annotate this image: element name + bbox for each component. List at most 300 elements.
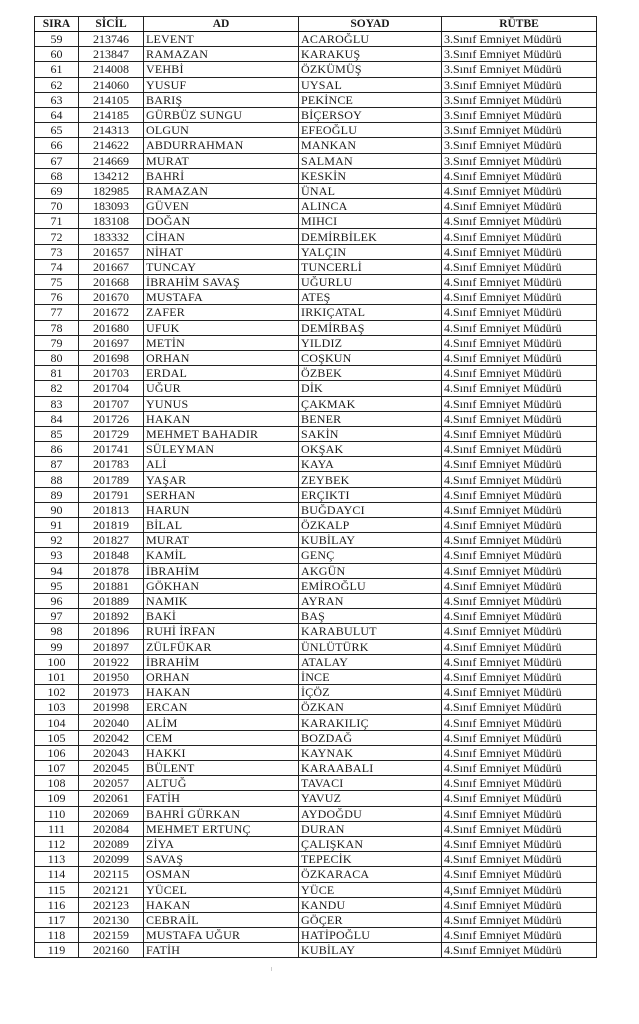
cell-sira: 92 bbox=[35, 533, 79, 548]
cell-rutbe: 4.Sınıf Emniyet Müdürü bbox=[442, 654, 597, 669]
cell-rutbe: 3.Sınıf Emniyet Müdürü bbox=[442, 153, 597, 168]
cell-sicil: 201667 bbox=[79, 259, 144, 274]
cell-ad: ABDURRAHMAN bbox=[144, 138, 299, 153]
cell-ad: İBRAHİM SAVAŞ bbox=[144, 275, 299, 290]
scan-artifact bbox=[271, 967, 272, 971]
cell-soyad: ÖZKALP bbox=[299, 518, 442, 533]
cell-rutbe: 4.Sınıf Emniyet Müdürü bbox=[442, 442, 597, 457]
table-row bbox=[35, 563, 597, 578]
cell-rutbe: 4.Sınıf Emniyet Müdürü bbox=[442, 275, 597, 290]
cell-sira: 80 bbox=[35, 350, 79, 365]
cell-rutbe: 3.Sınıf Emniyet Müdürü bbox=[442, 77, 597, 92]
cell-soyad: ÜNLÜTÜRK bbox=[299, 639, 442, 654]
cell-sicil: 201670 bbox=[79, 290, 144, 305]
cell-sira: 83 bbox=[35, 396, 79, 411]
cell-soyad: ATALAY bbox=[299, 654, 442, 669]
cell-ad: ORHAN bbox=[144, 669, 299, 684]
table-row bbox=[35, 183, 597, 198]
cell-ad: YÜCEL bbox=[144, 882, 299, 897]
cell-ad: İBRAHİM bbox=[144, 563, 299, 578]
cell-sicil: 213746 bbox=[79, 32, 144, 47]
cell-sicil: 202159 bbox=[79, 928, 144, 943]
table-row bbox=[35, 396, 597, 411]
cell-soyad: KESKİN bbox=[299, 168, 442, 183]
cell-soyad: SAKİN bbox=[299, 426, 442, 441]
cell-ad: MURAT bbox=[144, 533, 299, 548]
cell-sira: 79 bbox=[35, 335, 79, 350]
cell-rutbe: 4.Sınıf Emniyet Müdürü bbox=[442, 381, 597, 396]
cell-sira: 69 bbox=[35, 183, 79, 198]
table-row bbox=[35, 852, 597, 867]
cell-sira: 111 bbox=[35, 821, 79, 836]
personnel-table bbox=[34, 16, 597, 958]
cell-sira: 72 bbox=[35, 229, 79, 244]
cell-sira: 101 bbox=[35, 669, 79, 684]
cell-soyad: HATİPOĞLU bbox=[299, 928, 442, 943]
cell-sicil: 201848 bbox=[79, 548, 144, 563]
cell-rutbe: 4.Sınıf Emniyet Müdürü bbox=[442, 426, 597, 441]
cell-rutbe: 4.Sınıf Emniyet Müdürü bbox=[442, 685, 597, 700]
table-row bbox=[35, 411, 597, 426]
cell-sicil: 201657 bbox=[79, 244, 144, 259]
cell-rutbe: 3.Sınıf Emniyet Müdürü bbox=[442, 138, 597, 153]
cell-rutbe: 4.Sınıf Emniyet Müdürü bbox=[442, 669, 597, 684]
cell-rutbe: 4.Sınıf Emniyet Müdürü bbox=[442, 700, 597, 715]
cell-soyad: MANKAN bbox=[299, 138, 442, 153]
cell-sira: 60 bbox=[35, 47, 79, 62]
cell-rutbe: 4.Sınıf Emniyet Müdürü bbox=[442, 168, 597, 183]
cell-sicil: 202160 bbox=[79, 943, 144, 958]
header-rutbe: RÜTBE bbox=[442, 17, 597, 32]
table-row bbox=[35, 639, 597, 654]
cell-sicil: 202045 bbox=[79, 761, 144, 776]
cell-sira: 74 bbox=[35, 259, 79, 274]
cell-rutbe: 4.Sınıf Emniyet Müdürü bbox=[442, 836, 597, 851]
table-row bbox=[35, 107, 597, 122]
cell-rutbe: 3.Sınıf Emniyet Müdürü bbox=[442, 62, 597, 77]
cell-sira: 115 bbox=[35, 882, 79, 897]
cell-rutbe: 3.Sınıf Emniyet Müdürü bbox=[442, 32, 597, 47]
cell-rutbe: 4.Sınıf Emniyet Müdürü bbox=[442, 715, 597, 730]
table-row bbox=[35, 730, 597, 745]
cell-sicil: 214185 bbox=[79, 107, 144, 122]
cell-ad: SÜLEYMAN bbox=[144, 442, 299, 457]
cell-sira: 99 bbox=[35, 639, 79, 654]
cell-ad: VEHBİ bbox=[144, 62, 299, 77]
cell-sira: 97 bbox=[35, 609, 79, 624]
cell-rutbe: 4.Sınıf Emniyet Müdürü bbox=[442, 806, 597, 821]
cell-sira: 67 bbox=[35, 153, 79, 168]
cell-ad: ALİM bbox=[144, 715, 299, 730]
table-row bbox=[35, 366, 597, 381]
cell-ad: SAVAŞ bbox=[144, 852, 299, 867]
cell-soyad: UYSAL bbox=[299, 77, 442, 92]
cell-ad: OLGUN bbox=[144, 123, 299, 138]
cell-sicil: 214008 bbox=[79, 62, 144, 77]
cell-rutbe: 4.Sınıf Emniyet Müdürü bbox=[442, 852, 597, 867]
table-row bbox=[35, 335, 597, 350]
cell-ad: BARIŞ bbox=[144, 92, 299, 107]
cell-ad: MEHMET BAHADIR bbox=[144, 426, 299, 441]
cell-ad: FATİH bbox=[144, 791, 299, 806]
table-row bbox=[35, 275, 597, 290]
cell-sira: 68 bbox=[35, 168, 79, 183]
table-row bbox=[35, 123, 597, 138]
cell-soyad: ÜNAL bbox=[299, 183, 442, 198]
cell-sicil: 201680 bbox=[79, 320, 144, 335]
cell-soyad: COŞKUN bbox=[299, 350, 442, 365]
cell-ad: CEM bbox=[144, 730, 299, 745]
cell-ad: OSMAN bbox=[144, 867, 299, 882]
cell-sicil: 202099 bbox=[79, 852, 144, 867]
table-row bbox=[35, 426, 597, 441]
cell-sira: 70 bbox=[35, 199, 79, 214]
cell-soyad: KAYNAK bbox=[299, 745, 442, 760]
cell-soyad: TUNCERLİ bbox=[299, 259, 442, 274]
cell-ad: HARUN bbox=[144, 502, 299, 517]
cell-ad: KAMİL bbox=[144, 548, 299, 563]
cell-sira: 63 bbox=[35, 92, 79, 107]
cell-soyad: YILDIZ bbox=[299, 335, 442, 350]
cell-sicil: 183108 bbox=[79, 214, 144, 229]
cell-ad: HAKKI bbox=[144, 745, 299, 760]
table-row bbox=[35, 214, 597, 229]
cell-sira: 91 bbox=[35, 518, 79, 533]
cell-rutbe: 4.Sınıf Emniyet Müdürü bbox=[442, 776, 597, 791]
cell-ad: HAKAN bbox=[144, 411, 299, 426]
cell-ad: YAŞAR bbox=[144, 472, 299, 487]
table-row bbox=[35, 715, 597, 730]
header-sicil: SİCİL bbox=[79, 17, 144, 32]
cell-soyad: KUBİLAY bbox=[299, 943, 442, 958]
cell-soyad: KUBİLAY bbox=[299, 533, 442, 548]
table-row bbox=[35, 806, 597, 821]
cell-soyad: ZEYBEK bbox=[299, 472, 442, 487]
cell-sira: 96 bbox=[35, 593, 79, 608]
cell-soyad: MIHCI bbox=[299, 214, 442, 229]
cell-soyad: YALÇIN bbox=[299, 244, 442, 259]
cell-sicil: 201878 bbox=[79, 563, 144, 578]
cell-sicil: 202089 bbox=[79, 836, 144, 851]
cell-sira: 64 bbox=[35, 107, 79, 122]
cell-soyad: KARAKILIÇ bbox=[299, 715, 442, 730]
cell-sira: 82 bbox=[35, 381, 79, 396]
cell-rutbe: 4.Sınıf Emniyet Müdürü bbox=[442, 229, 597, 244]
cell-rutbe: 3.Sınıf Emniyet Müdürü bbox=[442, 123, 597, 138]
cell-sira: 103 bbox=[35, 700, 79, 715]
cell-soyad: TEPECİK bbox=[299, 852, 442, 867]
cell-soyad: ÖZBEK bbox=[299, 366, 442, 381]
table-row bbox=[35, 912, 597, 927]
cell-soyad: KARAKUŞ bbox=[299, 47, 442, 62]
cell-sira: 95 bbox=[35, 578, 79, 593]
cell-sicil: 183093 bbox=[79, 199, 144, 214]
table-row bbox=[35, 654, 597, 669]
table-row bbox=[35, 761, 597, 776]
cell-rutbe: 4.Sınıf Emniyet Müdürü bbox=[442, 867, 597, 882]
cell-sicil: 183332 bbox=[79, 229, 144, 244]
cell-sira: 78 bbox=[35, 320, 79, 335]
table-row bbox=[35, 457, 597, 472]
cell-sira: 100 bbox=[35, 654, 79, 669]
cell-rutbe: 4.Sınıf Emniyet Müdürü bbox=[442, 897, 597, 912]
cell-rutbe: 3.Sınıf Emniyet Müdürü bbox=[442, 47, 597, 62]
cell-ad: NİHAT bbox=[144, 244, 299, 259]
cell-rutbe: 4.Sınıf Emniyet Müdürü bbox=[442, 487, 597, 502]
cell-sira: 107 bbox=[35, 761, 79, 776]
cell-soyad: IRKIÇATAL bbox=[299, 305, 442, 320]
cell-ad: RAMAZAN bbox=[144, 183, 299, 198]
cell-rutbe: 4.Sınıf Emniyet Müdürü bbox=[442, 411, 597, 426]
cell-ad: ALİ bbox=[144, 457, 299, 472]
cell-rutbe: 4.Sınıf Emniyet Müdürü bbox=[442, 533, 597, 548]
table-row bbox=[35, 578, 597, 593]
cell-sicil: 201922 bbox=[79, 654, 144, 669]
cell-rutbe: 4.Sınıf Emniyet Müdürü bbox=[442, 259, 597, 274]
cell-soyad: AYRAN bbox=[299, 593, 442, 608]
cell-soyad: YAVUZ bbox=[299, 791, 442, 806]
table-row bbox=[35, 305, 597, 320]
cell-ad: HAKAN bbox=[144, 685, 299, 700]
table-row bbox=[35, 943, 597, 958]
cell-soyad: DİK bbox=[299, 381, 442, 396]
cell-rutbe: 4,Sınıf Emniyet Müdürü bbox=[442, 882, 597, 897]
cell-soyad: OKŞAK bbox=[299, 442, 442, 457]
cell-sicil: 201791 bbox=[79, 487, 144, 502]
cell-rutbe: 4.Sınıf Emniyet Müdürü bbox=[442, 350, 597, 365]
cell-sira: 89 bbox=[35, 487, 79, 502]
cell-sicil: 201881 bbox=[79, 578, 144, 593]
table-row bbox=[35, 867, 597, 882]
cell-rutbe: 4.Sınıf Emniyet Müdürü bbox=[442, 821, 597, 836]
cell-sira: 98 bbox=[35, 624, 79, 639]
cell-ad: METİN bbox=[144, 335, 299, 350]
table-row bbox=[35, 487, 597, 502]
cell-ad: DOĞAN bbox=[144, 214, 299, 229]
table-row bbox=[35, 138, 597, 153]
cell-sira: 93 bbox=[35, 548, 79, 563]
table-row bbox=[35, 259, 597, 274]
cell-sicil: 182985 bbox=[79, 183, 144, 198]
cell-soyad: BAŞ bbox=[299, 609, 442, 624]
table-row bbox=[35, 836, 597, 851]
cell-soyad: İNCE bbox=[299, 669, 442, 684]
cell-ad: NAMIK bbox=[144, 593, 299, 608]
cell-sicil: 202084 bbox=[79, 821, 144, 836]
table-row bbox=[35, 320, 597, 335]
table-row bbox=[35, 244, 597, 259]
table-row bbox=[35, 32, 597, 47]
cell-sira: 110 bbox=[35, 806, 79, 821]
cell-sira: 86 bbox=[35, 442, 79, 457]
cell-soyad: AYDOĞDU bbox=[299, 806, 442, 821]
cell-soyad: ÇAKMAK bbox=[299, 396, 442, 411]
cell-sicil: 214313 bbox=[79, 123, 144, 138]
cell-sicil: 214669 bbox=[79, 153, 144, 168]
table-row bbox=[35, 776, 597, 791]
cell-sicil: 201819 bbox=[79, 518, 144, 533]
cell-sira: 94 bbox=[35, 563, 79, 578]
cell-ad: ZAFER bbox=[144, 305, 299, 320]
cell-sicil: 201950 bbox=[79, 669, 144, 684]
cell-sicil: 201729 bbox=[79, 426, 144, 441]
cell-sicil: 201827 bbox=[79, 533, 144, 548]
cell-soyad: ÖZKAN bbox=[299, 700, 442, 715]
table-row bbox=[35, 62, 597, 77]
cell-soyad: BENER bbox=[299, 411, 442, 426]
cell-soyad: DEMİRBİLEK bbox=[299, 229, 442, 244]
cell-ad: BİLAL bbox=[144, 518, 299, 533]
cell-sicil: 202043 bbox=[79, 745, 144, 760]
table-row bbox=[35, 897, 597, 912]
cell-sira: 73 bbox=[35, 244, 79, 259]
cell-sira: 76 bbox=[35, 290, 79, 305]
cell-sicil: 202123 bbox=[79, 897, 144, 912]
cell-ad: MURAT bbox=[144, 153, 299, 168]
cell-ad: ALTUĞ bbox=[144, 776, 299, 791]
cell-sicil: 214060 bbox=[79, 77, 144, 92]
cell-ad: İBRAHİM bbox=[144, 654, 299, 669]
cell-ad: FATİH bbox=[144, 943, 299, 958]
cell-rutbe: 4.Sınıf Emniyet Müdürü bbox=[442, 609, 597, 624]
cell-sira: 116 bbox=[35, 897, 79, 912]
cell-soyad: KANDU bbox=[299, 897, 442, 912]
cell-sicil: 201973 bbox=[79, 685, 144, 700]
cell-rutbe: 4.Sınıf Emniyet Müdürü bbox=[442, 593, 597, 608]
table-row bbox=[35, 700, 597, 715]
cell-rutbe: 4.Sınıf Emniyet Müdürü bbox=[442, 472, 597, 487]
cell-sira: 106 bbox=[35, 745, 79, 760]
table-row bbox=[35, 442, 597, 457]
cell-soyad: KARABULUT bbox=[299, 624, 442, 639]
cell-sicil: 202042 bbox=[79, 730, 144, 745]
cell-soyad: YÜCE bbox=[299, 882, 442, 897]
cell-soyad: EFEOĞLU bbox=[299, 123, 442, 138]
cell-sira: 87 bbox=[35, 457, 79, 472]
header-sira: SIRA bbox=[35, 17, 79, 32]
cell-soyad: BİÇERSOY bbox=[299, 107, 442, 122]
cell-sira: 102 bbox=[35, 685, 79, 700]
cell-ad: GÜVEN bbox=[144, 199, 299, 214]
cell-rutbe: 4.Sınıf Emniyet Müdürü bbox=[442, 745, 597, 760]
cell-soyad: EMİROĞLU bbox=[299, 578, 442, 593]
cell-ad: HAKAN bbox=[144, 897, 299, 912]
table-row bbox=[35, 290, 597, 305]
cell-sicil: 202057 bbox=[79, 776, 144, 791]
table-row bbox=[35, 472, 597, 487]
table-row bbox=[35, 669, 597, 684]
cell-rutbe: 4.Sınıf Emniyet Müdürü bbox=[442, 335, 597, 350]
cell-sira: 119 bbox=[35, 943, 79, 958]
cell-rutbe: 4.Sınıf Emniyet Müdürü bbox=[442, 320, 597, 335]
table-row bbox=[35, 745, 597, 760]
cell-sicil: 214622 bbox=[79, 138, 144, 153]
cell-soyad: ERÇIKTI bbox=[299, 487, 442, 502]
cell-sicil: 201726 bbox=[79, 411, 144, 426]
cell-rutbe: 4.Sınıf Emniyet Müdürü bbox=[442, 214, 597, 229]
table-row bbox=[35, 502, 597, 517]
cell-sicil: 202130 bbox=[79, 912, 144, 927]
cell-soyad: ACAROĞLU bbox=[299, 32, 442, 47]
cell-rutbe: 4.Sınıf Emniyet Müdürü bbox=[442, 563, 597, 578]
cell-ad: CİHAN bbox=[144, 229, 299, 244]
table-row bbox=[35, 153, 597, 168]
cell-rutbe: 4.Sınıf Emniyet Müdürü bbox=[442, 396, 597, 411]
cell-sira: 75 bbox=[35, 275, 79, 290]
cell-rutbe: 4.Sınıf Emniyet Müdürü bbox=[442, 244, 597, 259]
table-row bbox=[35, 593, 597, 608]
cell-sira: 109 bbox=[35, 791, 79, 806]
cell-soyad: ÖZKÜMÜŞ bbox=[299, 62, 442, 77]
table-row bbox=[35, 168, 597, 183]
table-row bbox=[35, 882, 597, 897]
cell-soyad: İÇÖZ bbox=[299, 685, 442, 700]
cell-sicil: 134212 bbox=[79, 168, 144, 183]
table-row bbox=[35, 199, 597, 214]
cell-sicil: 201889 bbox=[79, 593, 144, 608]
cell-soyad: PEKİNCE bbox=[299, 92, 442, 107]
cell-rutbe: 3.Sınıf Emniyet Müdürü bbox=[442, 92, 597, 107]
cell-ad: YUNUS bbox=[144, 396, 299, 411]
cell-soyad: DURAN bbox=[299, 821, 442, 836]
table-row bbox=[35, 381, 597, 396]
cell-sicil: 201672 bbox=[79, 305, 144, 320]
cell-sira: 59 bbox=[35, 32, 79, 47]
cell-ad: ZÜLFÜKAR bbox=[144, 639, 299, 654]
cell-soyad: ALINCA bbox=[299, 199, 442, 214]
cell-rutbe: 4.Sınıf Emniyet Müdürü bbox=[442, 548, 597, 563]
cell-sicil: 201704 bbox=[79, 381, 144, 396]
cell-sira: 65 bbox=[35, 123, 79, 138]
table-row bbox=[35, 548, 597, 563]
table-row bbox=[35, 624, 597, 639]
cell-sicil: 202061 bbox=[79, 791, 144, 806]
cell-sira: 113 bbox=[35, 852, 79, 867]
table-row bbox=[35, 533, 597, 548]
cell-rutbe: 4.Sınıf Emniyet Müdürü bbox=[442, 305, 597, 320]
cell-sira: 84 bbox=[35, 411, 79, 426]
table-header-row bbox=[35, 17, 597, 32]
cell-rutbe: 4.Sınıf Emniyet Müdürü bbox=[442, 183, 597, 198]
cell-sicil: 201707 bbox=[79, 396, 144, 411]
cell-sicil: 201698 bbox=[79, 350, 144, 365]
cell-sira: 108 bbox=[35, 776, 79, 791]
header-ad: AD bbox=[144, 17, 299, 32]
cell-sira: 66 bbox=[35, 138, 79, 153]
cell-sira: 114 bbox=[35, 867, 79, 882]
cell-ad: MUSTAFA UĞUR bbox=[144, 928, 299, 943]
table-row bbox=[35, 350, 597, 365]
cell-rutbe: 4.Sınıf Emniyet Müdürü bbox=[442, 518, 597, 533]
cell-ad: UĞUR bbox=[144, 381, 299, 396]
cell-soyad: KAYA bbox=[299, 457, 442, 472]
cell-ad: MUSTAFA bbox=[144, 290, 299, 305]
cell-rutbe: 4.Sınıf Emniyet Müdürü bbox=[442, 791, 597, 806]
cell-rutbe: 4.Sınıf Emniyet Müdürü bbox=[442, 366, 597, 381]
cell-sira: 77 bbox=[35, 305, 79, 320]
table-row bbox=[35, 609, 597, 624]
cell-sicil: 201813 bbox=[79, 502, 144, 517]
cell-rutbe: 4.Sınıf Emniyet Müdürü bbox=[442, 639, 597, 654]
cell-sicil: 202069 bbox=[79, 806, 144, 821]
table-body bbox=[35, 32, 597, 958]
cell-ad: ZİYA bbox=[144, 836, 299, 851]
cell-rutbe: 4.Sınıf Emniyet Müdürü bbox=[442, 578, 597, 593]
cell-sicil: 202115 bbox=[79, 867, 144, 882]
cell-rutbe: 4.Sınıf Emniyet Müdürü bbox=[442, 912, 597, 927]
table-row bbox=[35, 928, 597, 943]
cell-sicil: 201892 bbox=[79, 609, 144, 624]
